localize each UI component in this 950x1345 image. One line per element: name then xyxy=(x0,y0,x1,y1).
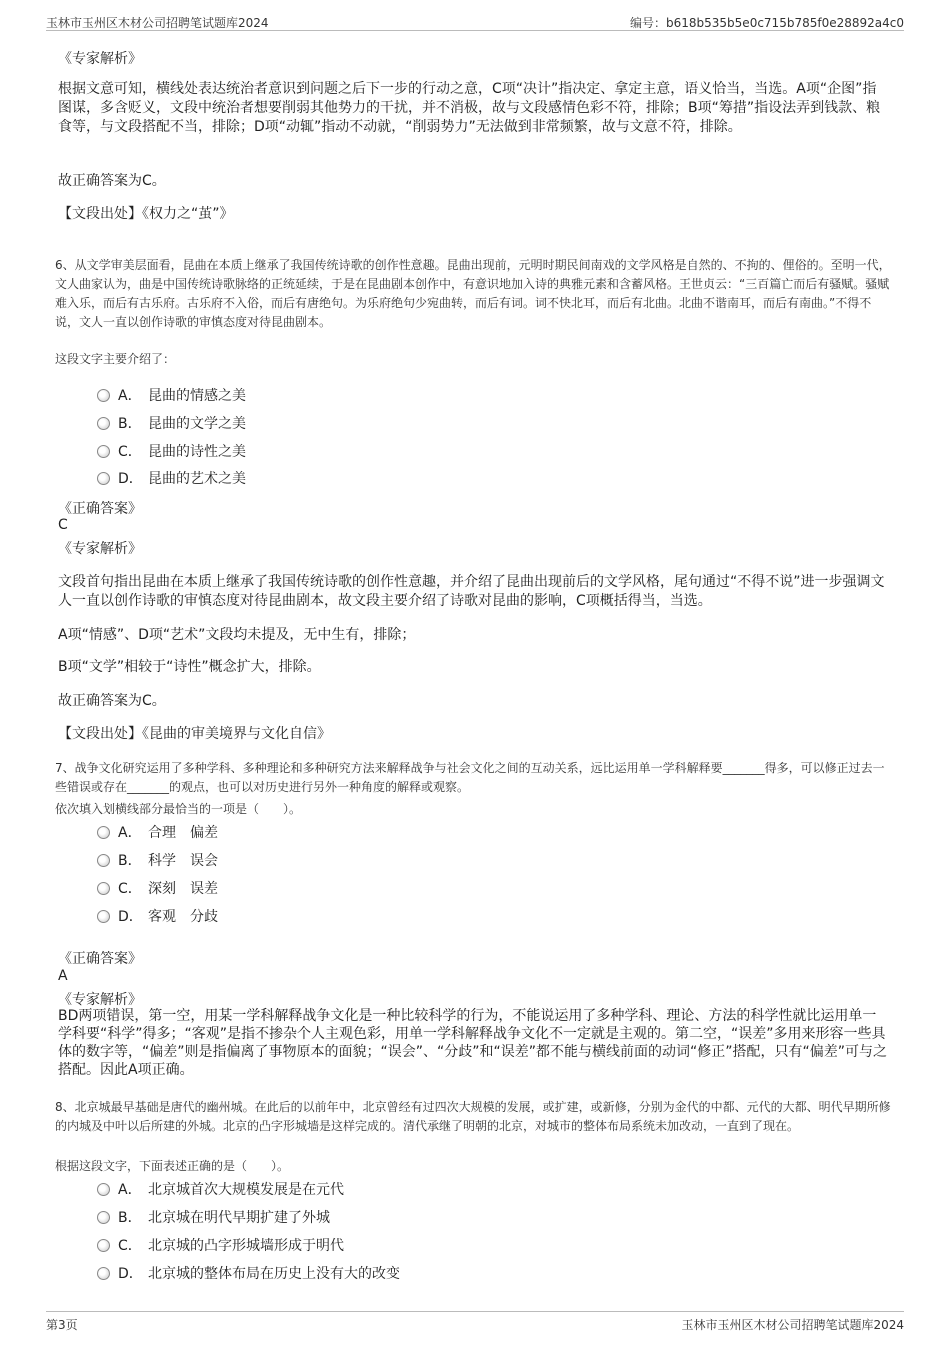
q6-option-a[interactable] xyxy=(97,385,246,405)
q6-expert-label: 《专家解析》 xyxy=(58,541,142,557)
q7-option-c[interactable] xyxy=(97,878,218,898)
q8-option-d[interactable] xyxy=(97,1263,400,1283)
option-text: 昆曲的诗性之美 xyxy=(148,444,246,460)
q7-expert-label: 《专家解析》 xyxy=(58,992,142,1008)
option-key: C． xyxy=(118,444,142,460)
radio-icon[interactable] xyxy=(97,1239,110,1252)
q7-option-a[interactable] xyxy=(97,822,218,842)
option-text: 深刻 误差 xyxy=(148,881,218,897)
radio-icon[interactable] xyxy=(97,1183,110,1196)
q6-note-1: A项“情感”、D项“艺术”文段均未提及，无中生有，排除； xyxy=(58,627,416,643)
option-key: D． xyxy=(118,909,143,925)
radio-icon[interactable] xyxy=(97,417,110,430)
option-key: A． xyxy=(118,388,142,404)
option-text: 北京城的凸字形城墙形成于明代 xyxy=(148,1238,344,1254)
option-key: B． xyxy=(118,1210,142,1226)
radio-icon[interactable] xyxy=(97,445,110,458)
q7-stem: 7、战争文化研究运用了多种学科、多种理论和多种研究方法来解释战争与社会文化之间的互动关系，远比运用单一学科解释要_______得多，可以修正过去一些错误或存在_______的观点，也可以对历史进行另外一种角度的解释或观察。 xyxy=(55,761,885,794)
option-text: 昆曲的文学之美 xyxy=(148,416,246,432)
option-text: 昆曲的艺术之美 xyxy=(148,471,246,487)
option-key: C． xyxy=(118,881,142,897)
q6-answer: C xyxy=(58,517,68,533)
q6-conclusion: 故正确答案为C。 xyxy=(58,693,166,709)
option-text: 北京城首次大规模发展是在元代 xyxy=(148,1182,344,1198)
q6-source: 【文段出处】《昆曲的审美境界与文化自信》 xyxy=(58,726,331,742)
radio-icon[interactable] xyxy=(97,854,110,867)
radio-icon[interactable] xyxy=(97,389,110,402)
option-key: D． xyxy=(118,471,143,487)
option-text: 科学 误会 xyxy=(148,853,218,869)
header-doc-id: 编号：b618b535b5e0c715b785f0e28892a4c0 xyxy=(630,16,904,30)
page-number: 第3页 xyxy=(46,1318,78,1332)
radio-icon[interactable] xyxy=(97,1267,110,1280)
page-footer xyxy=(46,1311,904,1336)
radio-icon[interactable] xyxy=(97,472,110,485)
option-key: A． xyxy=(118,1182,142,1198)
option-key: C． xyxy=(118,1238,142,1254)
q7-answer: A xyxy=(58,968,68,984)
q6-note-2: B项“文学”相较于“诗性”概念扩大，排除。 xyxy=(58,659,321,675)
q8-option-c[interactable] xyxy=(97,1235,344,1255)
page-header xyxy=(46,8,904,31)
q5-expert-label: 《专家解析》 xyxy=(58,51,142,67)
radio-icon[interactable] xyxy=(97,910,110,923)
q8-option-a[interactable] xyxy=(97,1179,344,1199)
radio-icon[interactable] xyxy=(97,882,110,895)
q7-option-b[interactable] xyxy=(97,850,218,870)
option-key: D． xyxy=(118,1266,143,1282)
option-text: 北京城在明代早期扩建了外城 xyxy=(148,1210,330,1226)
q8-stem: 8、北京城最早基础是唐代的幽州城。在此后的以前年中，北京曾经有过四次大规模的发展，或扩建，或新修，分别为金代的中都、元代的大都、明代早期所修的内城及中叶以后所建的外城。北京的凸字形城墙是这样完成的。清代承继了明朝的北京，对城市的整体布局系统未加改动，一直到了现在。 xyxy=(55,1100,891,1133)
q6-prompt: 这段文字主要介绍了： xyxy=(55,352,176,366)
radio-icon[interactable] xyxy=(97,1211,110,1224)
q7-analysis: BD两项错误，第一空，用某一学科解释战争文化是一种比较科学的行为，不能说运用了多种学科、理论、方法的科学性就比运用单一学科要“科学”得多；“客观”是指不掺杂个人主观色彩，用单一学科解释战争文化不一定就是主观的。第二空，“误差”多用来形容一些具体的数字等，“偏差”则是指偏离了事物原本的面貌；“误会”、“分歧”和“误差”都不能与横线前面的动词“修正”搭配，只有“偏差”可与之搭配。因此A项正确。 xyxy=(58,1008,888,1078)
option-key: B． xyxy=(118,853,142,869)
q6-stem: 6、从文学审美层面看，昆曲在本质上继承了我国传统诗歌的创作性意趣。昆曲出现前，元明时期民间南戏的文学风格是自然的、不拘的、俚俗的。至明一代，文人曲家认为，曲是中国传统诗歌脉络的正统延续，于是在昆曲剧本创作中，有意识地加入诗的典雅元素和含蓄风格。王世贞云：“三百篇亡而后有骚赋。骚赋难入乐，而后有古乐府。古乐府不入俗，而后有唐绝句。为乐府绝句少宛曲转，而后有词。词不快北耳，而后有北曲。北曲不谐南耳，而后有南曲。”不得不说，文人一直以创作诗歌的审慎态度对待昆曲剧本。 xyxy=(55,258,891,329)
q7-option-d[interactable] xyxy=(97,906,218,926)
q7-prompt: 依次填入划横线部分最恰当的一项是（ ）。 xyxy=(55,802,302,816)
q5-analysis: 根据文意可知，横线处表达统治者意识到问题之后下一步的行动之意，C项“决计”指决定、拿定主意，语义恰当，当选。A项“企图”指图谋，多含贬义，文段中统治者想要削弱其他势力的干扰，并不消极，故与文段感情色彩不符，排除；B项“筹措”指设法弄到钱款、粮食等，与文段搭配不当，排除；D项“动辄”指动不动就，“削弱势力”无法做到非常频繁，故与文意不符，排除。 xyxy=(58,81,881,135)
q6-option-c[interactable] xyxy=(97,441,246,461)
q5-conclusion: 故正确答案为C。 xyxy=(58,173,166,189)
option-key: A． xyxy=(118,825,142,841)
q6-option-b[interactable] xyxy=(97,413,246,433)
option-key: B． xyxy=(118,416,142,432)
q8-option-b[interactable] xyxy=(97,1207,330,1227)
q6-analysis: 文段首句指出昆曲在本质上继承了我国传统诗歌的创作性意趣，并介绍了昆曲出现前后的文学风格，尾句通过“不得不说”进一步强调文人一直以创作诗歌的审慎态度对待昆曲剧本，故文段主要介绍了诗歌对昆曲的影响，C项概括得当，当选。 xyxy=(58,574,885,609)
q6-answer-label: 《正确答案》 xyxy=(58,501,142,517)
option-text: 昆曲的情感之美 xyxy=(148,388,246,404)
q8-prompt: 根据这段文字，下面表述正确的是（ ）。 xyxy=(55,1159,290,1173)
footer-title: 玉林市玉州区木材公司招聘笔试题库2024 xyxy=(681,1318,904,1332)
header-title: 玉林市玉州区木材公司招聘笔试题库2024 xyxy=(46,16,269,30)
option-text: 北京城的整体布局在历史上没有大的改变 xyxy=(148,1266,400,1282)
option-text: 客观 分歧 xyxy=(148,909,218,925)
q6-option-d[interactable] xyxy=(97,468,246,488)
radio-icon[interactable] xyxy=(97,826,110,839)
q7-answer-label: 《正确答案》 xyxy=(58,951,142,967)
option-text: 合理 偏差 xyxy=(148,825,218,841)
q5-source: 【文段出处】《权力之“茧”》 xyxy=(58,206,234,222)
